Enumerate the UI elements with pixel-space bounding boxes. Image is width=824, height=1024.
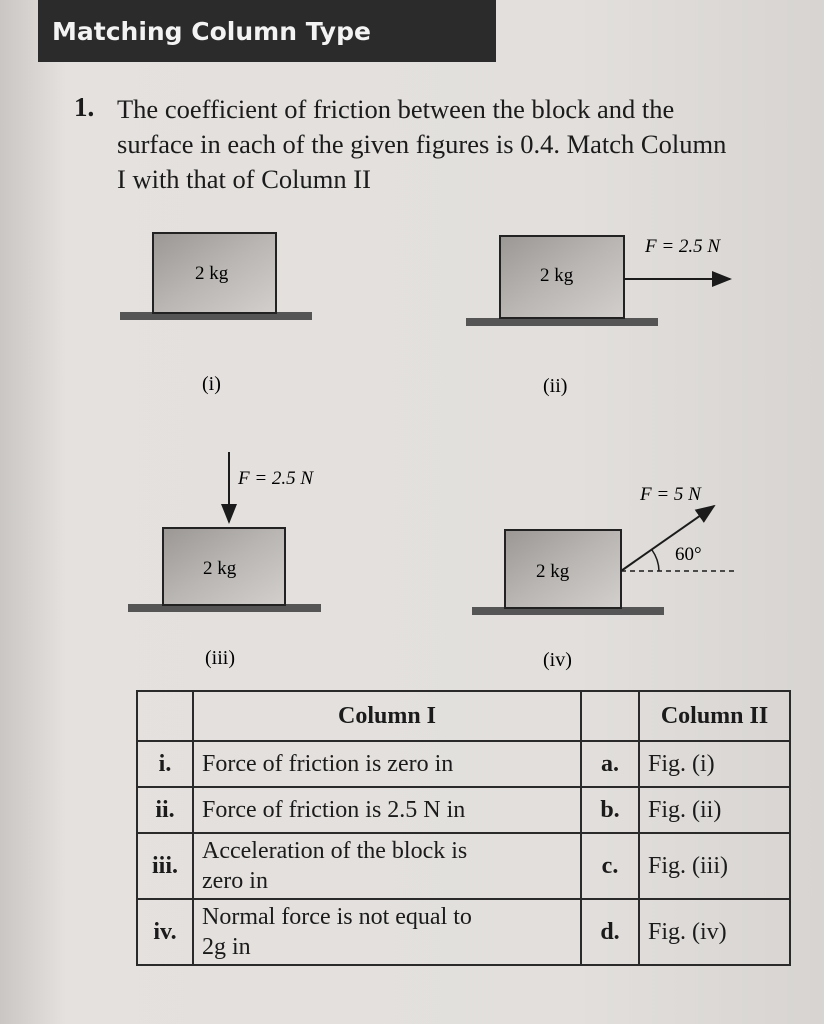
figure-i (120, 233, 312, 395)
ground (466, 318, 658, 326)
column-i-cell: Force of friction is 2.5 N in (193, 787, 581, 833)
force-label: F = 2.5 N (238, 468, 314, 489)
column-ii-cell: Fig. (iv) (639, 899, 790, 965)
angle-label: 60° (675, 544, 702, 565)
question-number: 1. (74, 92, 95, 122)
figure-ii (466, 236, 730, 397)
cell-line: Acceleration of the block is (202, 838, 468, 864)
column-i-cell (193, 899, 581, 965)
column-i-header: Column I (193, 691, 581, 741)
column-ii-cell: Fig. (ii) (639, 787, 790, 833)
row-letter: c. (581, 833, 639, 899)
figure-iii (128, 452, 321, 669)
row-letter: b. (581, 787, 639, 833)
matching-table (136, 690, 791, 966)
block-mass-label: 2 kg (195, 263, 229, 284)
column-ii-header: Column II (639, 691, 790, 741)
table-cell (581, 691, 639, 741)
block-mass-label: 2 kg (540, 265, 574, 286)
force-label: F = 5 N (640, 484, 701, 505)
question-line: surface in each of the given figures is 0.4. Match Column (117, 129, 727, 159)
angle-arc (652, 550, 659, 571)
table-cell (137, 691, 193, 741)
table-row (137, 833, 790, 899)
row-index: iii. (137, 833, 193, 899)
block-mass-label: 2 kg (536, 561, 570, 582)
figure-iv (472, 484, 735, 671)
row-index: iv. (137, 899, 193, 965)
row-letter: d. (581, 899, 639, 965)
table-row (137, 899, 790, 965)
figure-caption: (i) (202, 373, 221, 395)
cell-line: Normal force is not equal to (202, 904, 472, 930)
column-i-cell (193, 833, 581, 899)
column-ii-cell: Fig. (i) (639, 741, 790, 787)
cell-line: zero in (202, 868, 268, 894)
column-ii-cell: Fig. (iii) (639, 833, 790, 899)
column-i-cell: Force of friction is zero in (193, 741, 581, 787)
question-line: The coefficient of friction between the block and the (117, 94, 675, 124)
row-letter: a. (581, 741, 639, 787)
section-title: Matching Column Type (52, 16, 371, 46)
row-index: i. (137, 741, 193, 787)
figure-caption: (ii) (543, 375, 568, 397)
question-line: I with that of Column II (117, 164, 371, 194)
table-row (137, 741, 790, 787)
block-mass-label: 2 kg (203, 558, 237, 579)
table-row (137, 787, 790, 833)
table-header-row (137, 691, 790, 741)
figure-caption: (iii) (205, 647, 235, 669)
row-index: ii. (137, 787, 193, 833)
cell-line: 2g in (202, 934, 251, 960)
figure-caption: (iv) (543, 649, 572, 671)
force-label: F = 2.5 N (645, 236, 721, 257)
